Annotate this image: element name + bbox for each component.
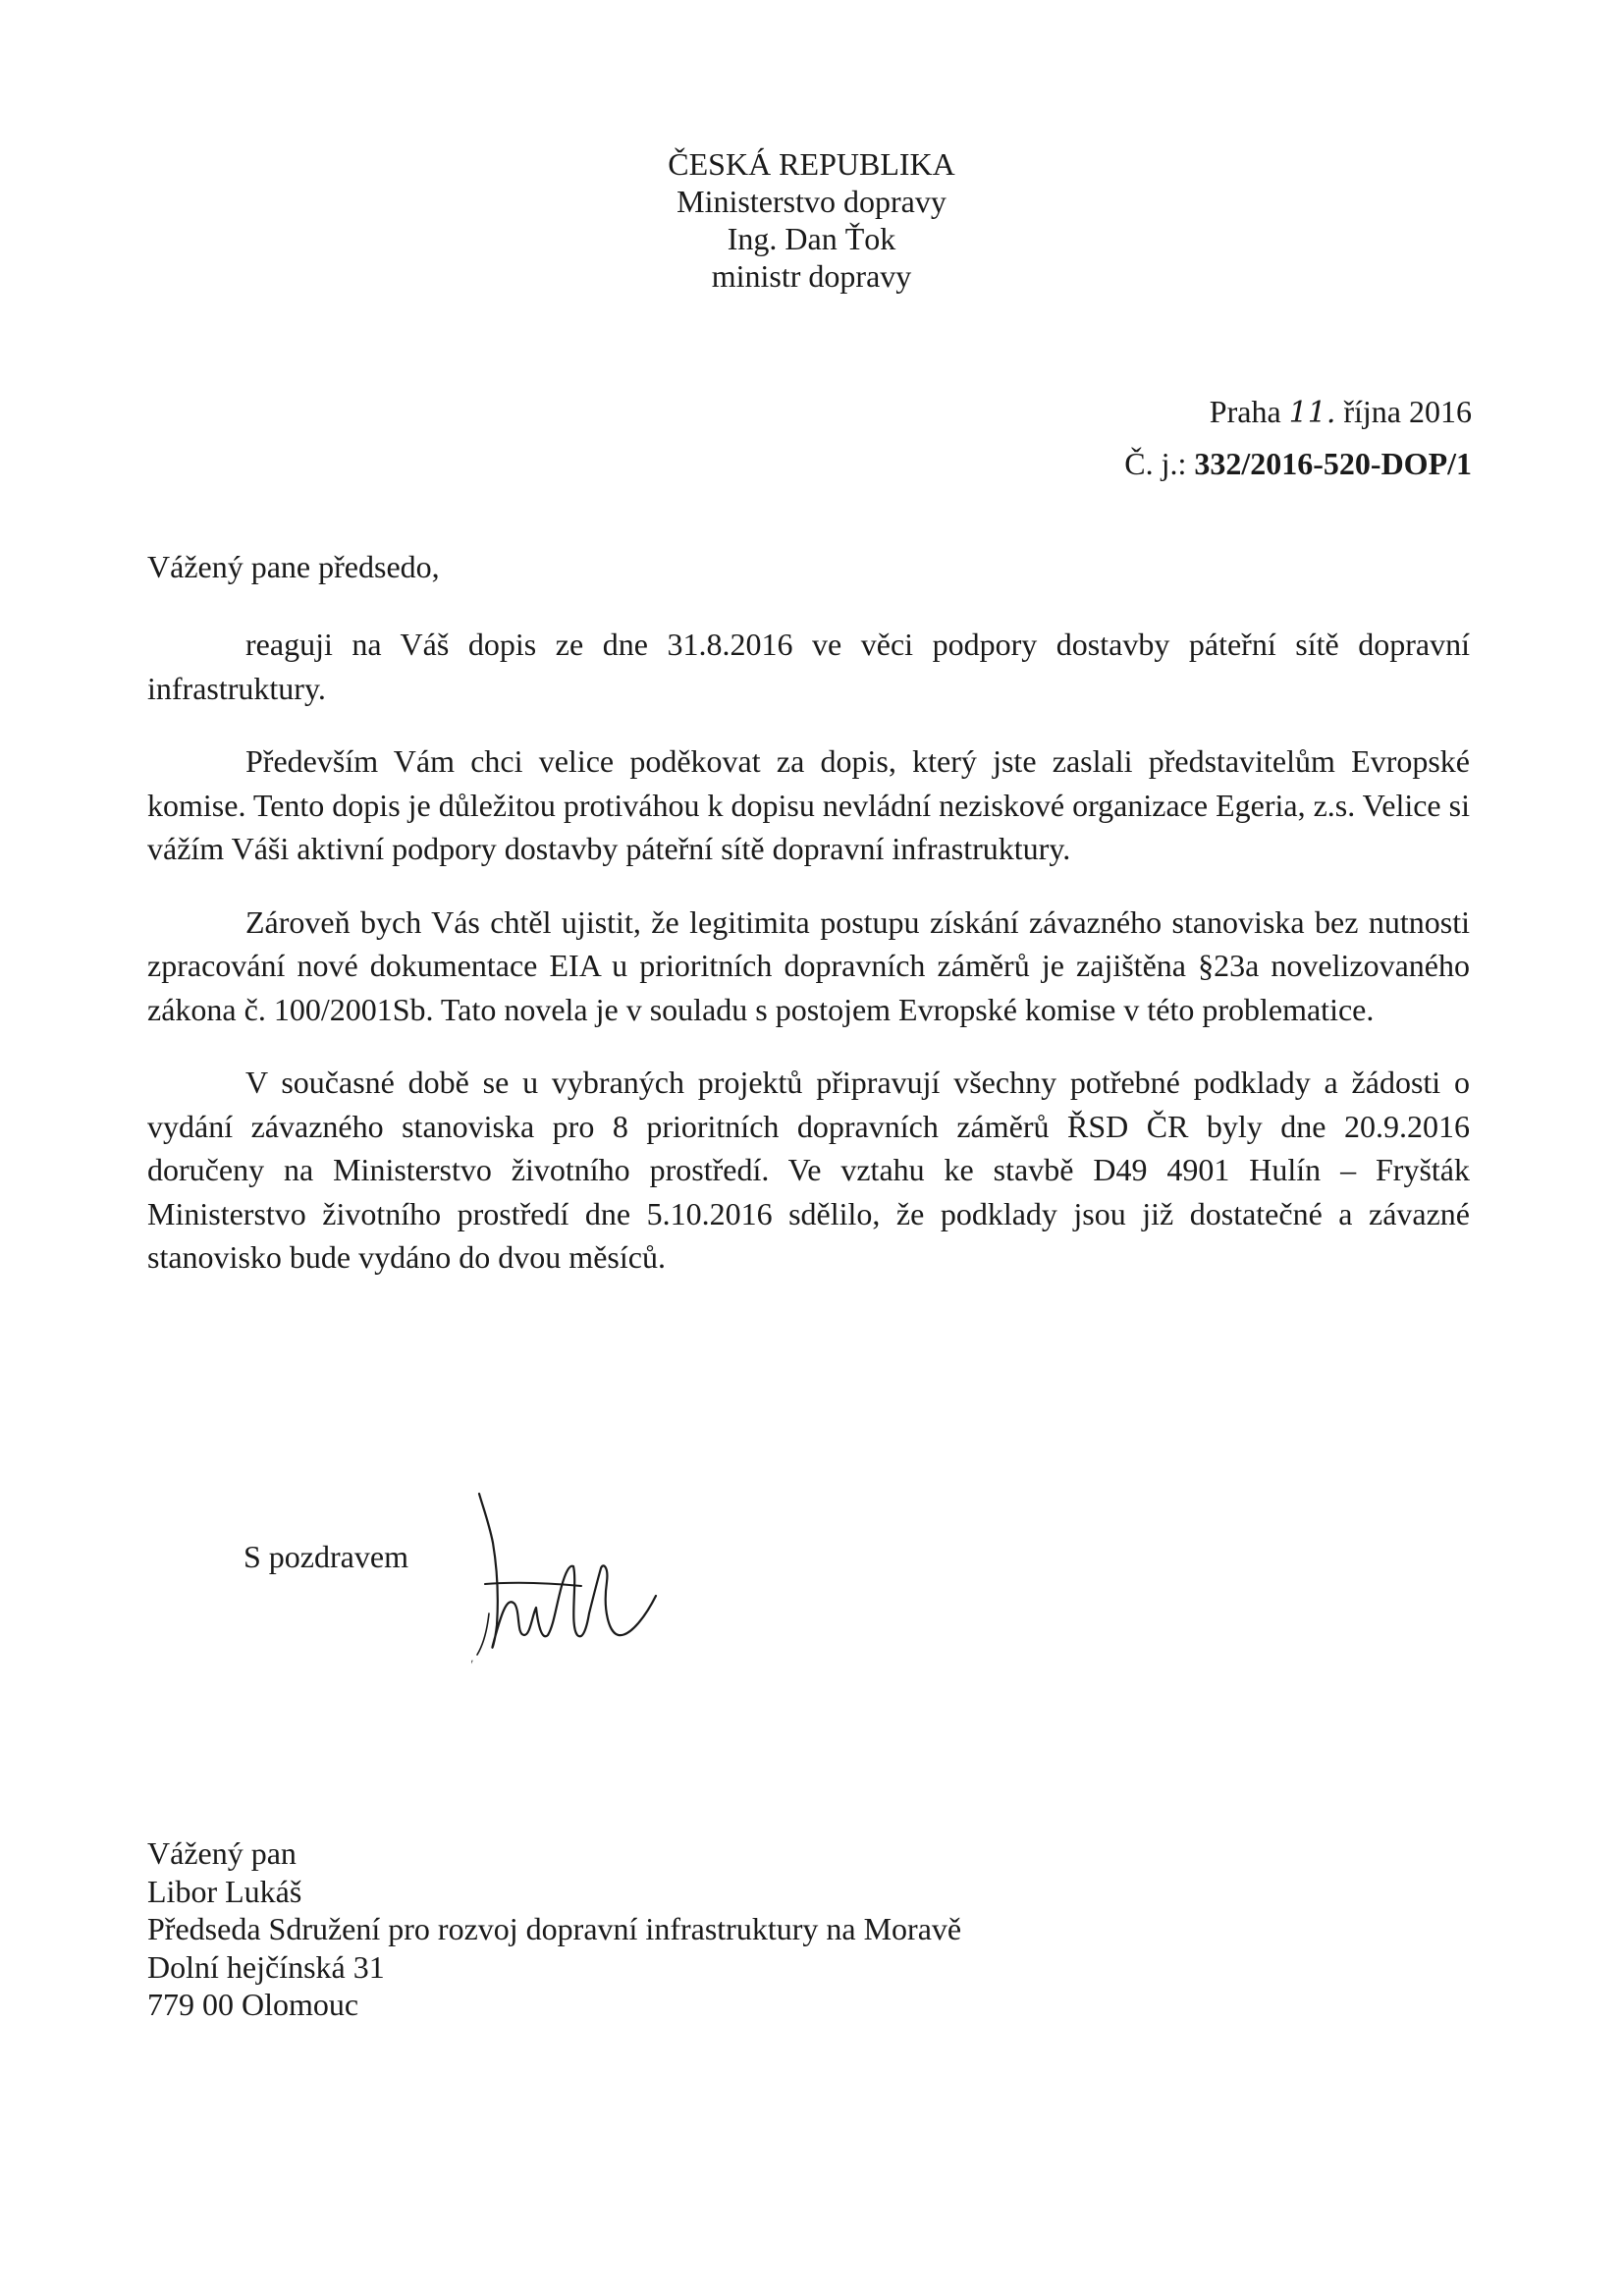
body-paragraph: Zároveň bych Vás chtěl ujistit, že legitimita postupu získání závazného stanoviska bez nutnosti zpracování nové dokumentace EIA u prioritních dopravních záměrů je zajištěna §23a novelizovaného zákona č. 100/2001Sb. Tato novela je v souladu s postojem Evropské komise v této problematice. bbox=[147, 903, 1470, 1027]
recipient-street: Dolní hejčínská 31 bbox=[147, 1948, 385, 1985]
recipient-position: Předseda Sdružení pro rozvoj dopravní infrastruktury na Moravě bbox=[147, 1911, 962, 1946]
closing-phrase: S pozdravem bbox=[243, 1539, 408, 1574]
letterhead-minister-title: ministr dopravy bbox=[711, 258, 912, 294]
letter-body bbox=[147, 623, 1470, 1309]
body-paragraph: reaguji na Váš dopis ze dne 31.8.2016 ve věci podpory dostavby páteřní sítě dopravní infrastruktury. bbox=[147, 627, 1470, 706]
recipient-salutation: Vážený pan bbox=[147, 1835, 297, 1871]
recipient-city: 779 00 Olomouc bbox=[147, 1987, 359, 2022]
letterhead-country: ČESKÁ REPUBLIKA bbox=[668, 146, 955, 182]
body-paragraph: V současné době se u vybraných projektů připravují všechny potřebné podklady a žádosti o vydání závazného stanoviska pro 8 prioritních dopravních záměrů ŘSD ČR byly dne 20.9.2016 doručeny na Ministerstvo životního prostředí. Ve vztahu ke stavbě D49 4901 Hulín – Fryšták Ministerstvo životního prostředí dne 5.10.2016 sdělilo, že podklady jsou již dostatečné a závazné stanovisko bude vydáno do dvou měsíců. bbox=[147, 1065, 1470, 1275]
letterhead-ministry: Ministerstvo dopravy bbox=[676, 184, 947, 219]
handwritten-signature bbox=[471, 1488, 687, 1674]
salutation: Vážený pane předsedo, bbox=[147, 549, 440, 584]
recipient-name: Libor Lukáš bbox=[147, 1873, 302, 1909]
body-paragraph: Především Vám chci velice poděkovat za dopis, který jste zaslali představitelům Evropské komise. Tento dopis je důležitou protiváhou k dopisu nevládní neziskové organizace Egeria, z.s. Velice si vážím Váši aktivní podpory dostavby páteřní sítě dopravní infrastruktury. bbox=[147, 743, 1470, 866]
date-place: Praha bbox=[1209, 394, 1281, 429]
date-day-handwritten: 11. bbox=[1288, 396, 1336, 430]
letterhead-minister-name: Ing. Dan Ťok bbox=[727, 221, 896, 256]
place-and-date bbox=[1210, 393, 1472, 432]
reference-value: 332/2016-520-DOP/1 bbox=[1194, 446, 1472, 481]
recipient-address bbox=[147, 1834, 961, 2024]
date-month-year: října 2016 bbox=[1343, 394, 1472, 429]
reference-number bbox=[1124, 445, 1472, 482]
letterhead bbox=[0, 145, 1623, 295]
reference-label: Č. j.: bbox=[1124, 446, 1187, 481]
